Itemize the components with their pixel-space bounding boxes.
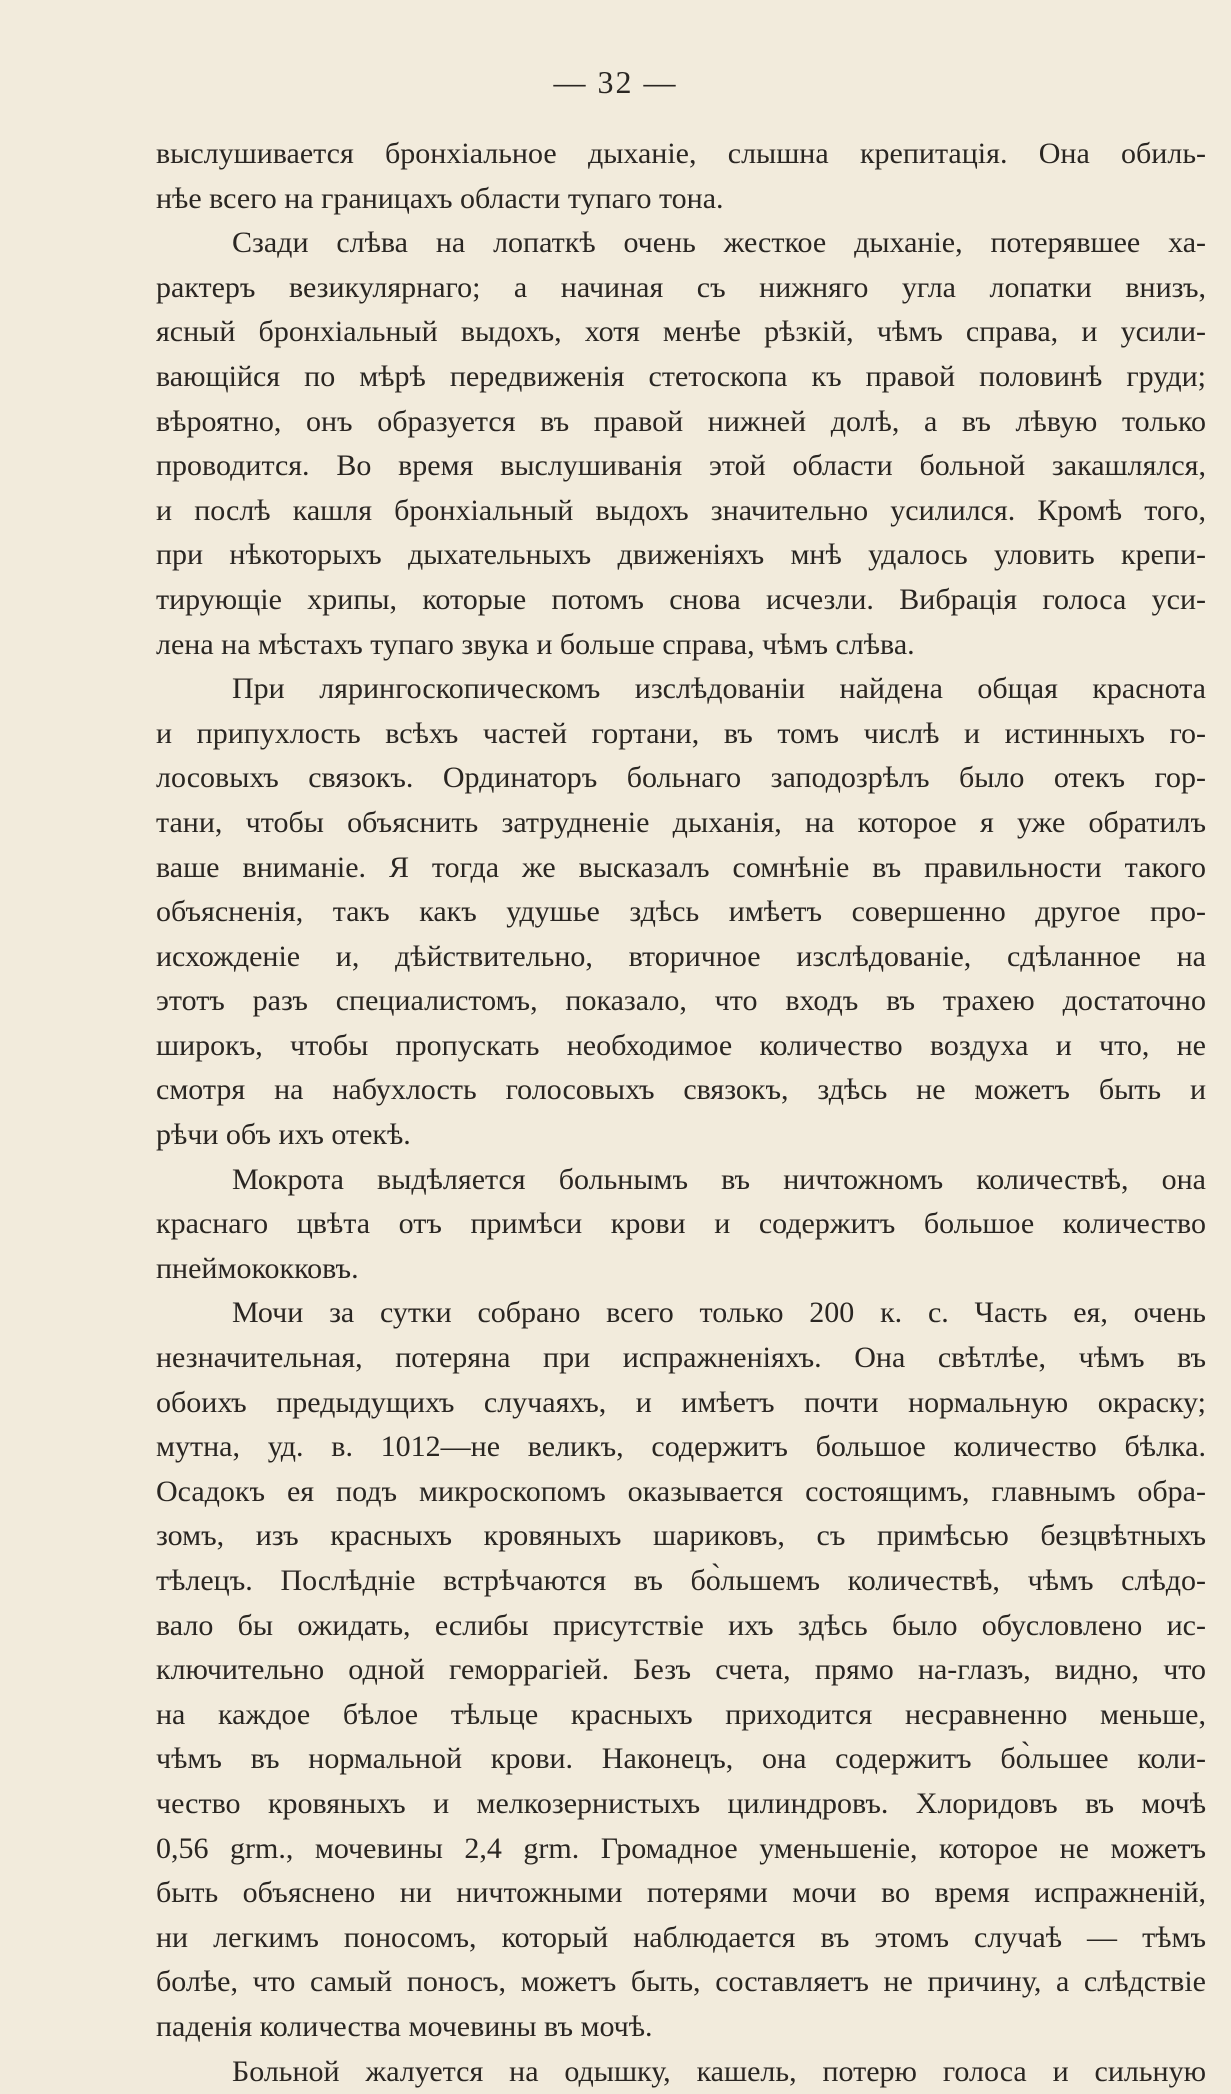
text-line: смотря на набухлость голосовыхъ связокъ, здѣсь не можетъ быть и xyxy=(156,1073,1206,1107)
text-line: При лярингоскопическомъ изслѣдованіи найдена общая краснота xyxy=(232,672,1206,706)
text-line: на каждое бѣлое тѣльце красныхъ приходится несравненно меньше, xyxy=(156,1697,1206,1731)
text-line: тѣлецъ. Послѣдніе встрѣчаются въ бо̀льшемъ количествѣ, чѣмъ слѣдо- xyxy=(156,1564,1206,1597)
text-line: быть объяснено ни ничтожными потерями мочи во время испражненій, xyxy=(156,1876,1206,1910)
text-line: и припухлость всѣхъ частей гортани, въ томъ числѣ и истинныхъ го- xyxy=(156,716,1206,750)
text-line: чество кровяныхъ и мелкозернистыхъ цилиндровъ. Хлоридовъ въ мочѣ xyxy=(156,1786,1206,1820)
text-line: вающійся по мѣрѣ передвиженія стетоскопа къ правой половинѣ груди; xyxy=(156,359,1206,393)
text-line: лосовыхъ связокъ. Ординаторъ больнаго заподозрѣлъ было отекъ гор- xyxy=(156,761,1206,795)
text-line: ключительно одной геморрагіей. Безъ счета, прямо на-глазъ, видно, что xyxy=(156,1653,1206,1687)
text-line: зомъ, изъ красныхъ кровяныхъ шариковъ, съ примѣсью безцвѣтныхъ xyxy=(156,1519,1206,1553)
text-line: исхожденіе и, дѣйствительно, вторичное изслѣдованіе, сдѣланное на xyxy=(156,939,1206,973)
text-line: чѣмъ въ нормальной крови. Наконецъ, она содержитъ бо̀льшее коли- xyxy=(156,1742,1206,1776)
text-line: лена на мѣстахъ тупаго звука и больше справа, чѣмъ слѣва. xyxy=(156,627,915,661)
body-text xyxy=(156,132,1206,2094)
text-line: Мокрота выдѣляется больнымъ въ ничтожномъ количествѣ, она xyxy=(232,1162,1206,1196)
text-line: и послѣ кашля бронхіальный выдохъ значительно усилился. Кромѣ того, xyxy=(156,493,1206,527)
text-line: нѣе всего на границахъ области тупаго тона. xyxy=(156,181,724,215)
page-number: — 32 — xyxy=(553,64,678,100)
text-line: болѣе, что самый поносъ, можетъ быть, составляетъ не причину, а слѣдствіе xyxy=(156,1965,1206,1999)
text-line: ваше вниманіе. Я тогда же высказалъ сомнѣніе въ правильности такого xyxy=(156,850,1206,884)
text-line: краснаго цвѣта отъ примѣси крови и содержитъ большое количество xyxy=(156,1207,1206,1241)
text-line: выслушивается бронхіальное дыханіе, слышна крепитація. Она обиль- xyxy=(156,137,1206,170)
text-line: объясненія, такъ какъ удушье здѣсь имѣетъ совершенно другое про- xyxy=(156,895,1206,929)
text-line: вало бы ожидать, еслибы присутствіе ихъ здѣсь было обусловлено ис- xyxy=(156,1608,1206,1642)
text-line: паденія количества мочевины въ мочѣ. xyxy=(156,2009,653,2043)
text-line: незначительная, потеряна при испражненіяхъ. Она свѣтлѣе, чѣмъ въ xyxy=(156,1341,1206,1375)
text-line: широкъ, чтобы пропускать необходимое количество воздуха и что, не xyxy=(156,1028,1206,1062)
text-line: проводится. Во время выслушиванія этой области больной закашлялся, xyxy=(156,449,1206,483)
text-line: Осадокъ ея подъ микроскопомъ оказывается состоящимъ, главнымъ обра- xyxy=(156,1474,1206,1508)
text-line: рѣчи объ ихъ отекѣ. xyxy=(156,1118,411,1152)
text-line: 0,56 grm., мочевины 2,4 grm. Громадное уменьшеніе, которое не можетъ xyxy=(156,1831,1206,1865)
text-line: рактеръ везикулярнаго; а начиная съ нижняго угла лопатки внизъ, xyxy=(156,270,1206,304)
text-line: ясный бронхіальный выдохъ, хотя менѣе рѣзкій, чѣмъ справа, и усили- xyxy=(156,315,1206,349)
text-line: мутна, уд. в. 1012—не великъ, содержитъ большое количество бѣлка. xyxy=(156,1430,1206,1464)
text-line: пнеймококковъ. xyxy=(156,1251,359,1285)
text-line: обоихъ предыдущихъ случаяхъ, и имѣетъ почти нормальную окраску; xyxy=(156,1385,1206,1419)
text-line: этотъ разъ специалистомъ, показало, что входъ въ трахею достаточно xyxy=(156,984,1206,1018)
text-line: Больной жалуется на одышку, кашель, потерю голоса и сильную xyxy=(232,2054,1206,2088)
text-line: при нѣкоторыхъ дыхательныхъ движеніяхъ мнѣ удалось уловить крепи- xyxy=(156,538,1206,572)
text-line: вѣроятно, онъ образуется въ правой нижней долѣ, а въ лѣвую только xyxy=(156,404,1206,438)
text-line: Сзади слѣва на лопаткѣ очень жесткое дыханіе, потерявшее ха- xyxy=(232,226,1206,260)
text-line: тирующіе хрипы, которые потомъ снова исчезли. Вибрація голоса уси- xyxy=(156,582,1206,616)
text-line: тани, чтобы объяснить затрудненіе дыханія, на которое я уже обратилъ xyxy=(156,805,1206,839)
text-line: ни легкимъ поносомъ, который наблюдается въ этомъ случаѣ — тѣмъ xyxy=(156,1920,1206,1954)
text-line: Мочи за сутки собрано всего только 200 к. с. Часть ея, очень xyxy=(232,1296,1206,1330)
